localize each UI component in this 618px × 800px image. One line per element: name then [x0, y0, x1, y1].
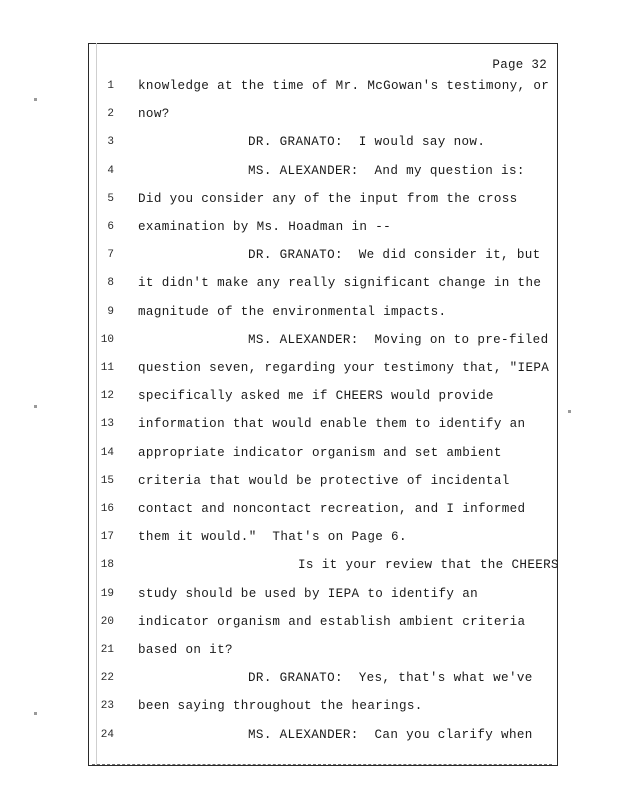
transcript-page	[88, 43, 558, 766]
line-text: them it would." That's on Page 6.	[138, 530, 407, 545]
line-text: it didn't make any really significant change in the	[138, 276, 542, 291]
line-text: been saying throughout the hearings.	[138, 699, 423, 714]
line-text: question seven, regarding your testimony that, "IEPA	[138, 361, 550, 375]
line-text: Did you consider any of the input from the cross	[138, 191, 518, 206]
line-number: 18	[100, 559, 114, 572]
line-number: 2	[107, 108, 114, 121]
line-number: 3	[107, 136, 114, 149]
line-number: 22	[100, 672, 114, 685]
line-text: MS. ALEXANDER: Moving on to pre-filed	[248, 332, 549, 347]
line-text: MS. ALEXANDER: And my question is:	[248, 163, 525, 178]
page-number: Page 32	[492, 58, 547, 72]
line-text: DR. GRANATO: We did consider it, but	[248, 248, 541, 263]
scan-speck	[34, 405, 37, 408]
line-text: specifically asked me if CHEERS would provide	[138, 389, 494, 404]
line-text: indicator organism and establish ambient criteria	[138, 614, 526, 629]
line-number: 1	[107, 80, 114, 92]
line-text: contact and noncontact recreation, and I informed	[138, 502, 526, 516]
line-number: 17	[100, 531, 114, 544]
scan-speck	[568, 410, 571, 413]
scan-speck	[34, 712, 37, 715]
line-number: 24	[100, 728, 114, 741]
line-number: 8	[107, 277, 114, 290]
line-text: MS. ALEXANDER: Can you clarify when	[248, 727, 533, 742]
line-number: 15	[100, 474, 114, 487]
line-number: 11	[100, 362, 114, 374]
line-text: based on it?	[138, 643, 233, 657]
line-text: information that would enable them to identify an	[138, 417, 526, 432]
line-number: 12	[100, 390, 114, 403]
page-left-margin-line	[96, 43, 97, 765]
line-text: examination by Ms. Hoadman in --	[138, 220, 392, 234]
line-number: 4	[107, 164, 114, 177]
line-number: 7	[107, 249, 114, 262]
line-text: Is it your review that the CHEERS	[298, 558, 559, 573]
line-number: 5	[107, 192, 114, 205]
scan-bottom-edge	[92, 764, 552, 766]
line-number: 13	[100, 418, 114, 431]
line-number: 20	[100, 615, 114, 628]
scan-speck	[34, 98, 37, 101]
line-text: knowledge at the time of Mr. McGowan's testimony, or	[138, 79, 550, 93]
line-number: 14	[100, 446, 114, 459]
line-text: magnitude of the environmental impacts.	[138, 304, 447, 319]
line-number: 21	[100, 644, 114, 656]
line-text: now?	[138, 107, 170, 122]
line-text: study should be used by IEPA to identify an	[138, 586, 479, 601]
line-text: DR. GRANATO: I would say now.	[248, 135, 486, 150]
line-number: 10	[100, 333, 114, 346]
line-number: 6	[107, 221, 114, 233]
line-text: appropriate indicator organism and set ambient	[138, 445, 502, 460]
line-number: 23	[100, 700, 114, 713]
line-number: 16	[100, 503, 114, 515]
line-number: 19	[100, 587, 114, 600]
line-text: criteria that would be protective of incidental	[138, 473, 510, 488]
line-text: DR. GRANATO: Yes, that's what we've	[248, 671, 533, 686]
line-number: 9	[107, 305, 114, 318]
